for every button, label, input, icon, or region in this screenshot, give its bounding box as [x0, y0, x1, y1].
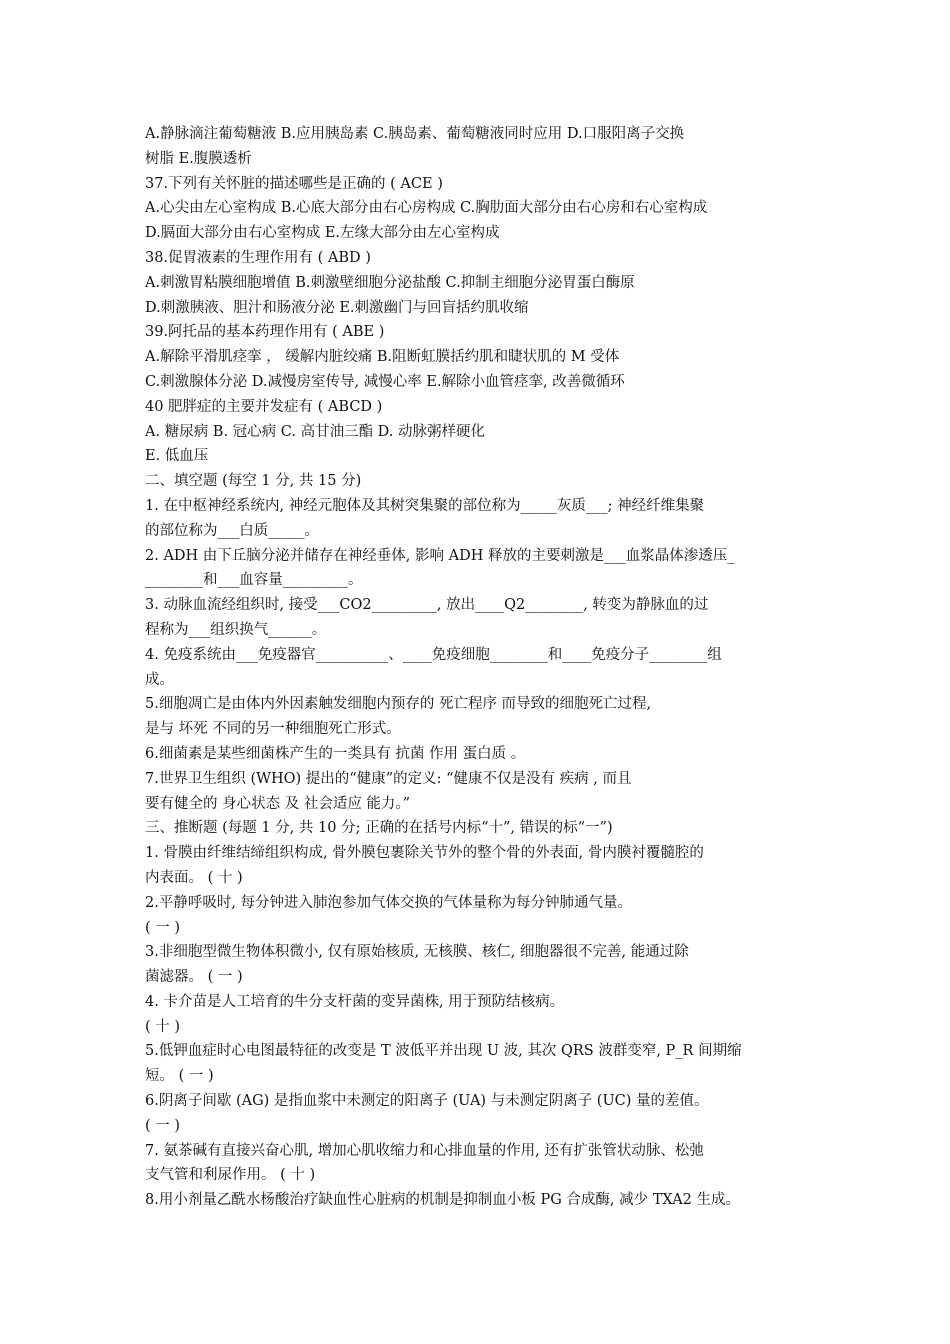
- question-38: 38.促胃液素的生理作用有 ( ABD ): [145, 249, 371, 266]
- text-line: ( 一 ): [145, 1117, 181, 1134]
- text-line: 4. 免疫系统由___免疫器官__________、____免疫细胞________和____免疫分子________组: [145, 646, 722, 663]
- exam-text: [145, 122, 825, 1213]
- text-line: 5.低钾血症时心电图最特征的改变是 T 波低平并出现 U 波, 其次 QRS 波群变窄, P_R 间期缩: [145, 1043, 742, 1060]
- text-line: 6.阴离子间歇 (AG) 是指血浆中未测定的阳离子 (UA) 与未测定阴离子 (UC) 量的差值。: [145, 1093, 709, 1110]
- text-line: ________和___血容量_________。: [145, 572, 363, 589]
- text-line: 支气管和利尿作用。 ( 十 ): [145, 1167, 316, 1184]
- text-line: A.静脉滴注葡萄糖液 B.应用胰岛素 C.胰岛素、葡萄糖液同时应用 D.口服阳离子交换: [145, 126, 685, 142]
- text-line: D.膈面大部分由右心室构成 E.左缘大部分由左心室构成: [145, 225, 500, 242]
- text-line: A.心尖由左心室构成 B.心底大部分由右心房构成 C.胸肋面大部分由右心房和右心室构成: [145, 200, 708, 217]
- text-line: A.刺激胃粘膜细胞增值 B.刺激壁细胞分泌盐酸 C.抑制主细胞分泌胃蛋白酶原: [145, 274, 635, 291]
- text-line: 5.细胞凋亡是由体内外因素触发细胞内预存的 死亡程序 而导致的细胞死亡过程,: [145, 696, 652, 713]
- text-line: 要有健全的 身心状态 及 社会适应 能力。”: [145, 795, 411, 812]
- text-line: C.刺激腺体分泌 D.减慢房室传导, 减慢心率 E.解除小血管痉挛, 改善微循环: [145, 373, 625, 390]
- text-line: 是与 坏死 不同的另一种细胞死亡形式。: [145, 721, 401, 738]
- text-line: 8.用小剂量乙酰水杨酸治疗缺血性心脏病的机制是抑制血小板 PG 合成酶, 减少 TXA2 生成。: [145, 1192, 740, 1209]
- question-39: 39.阿托品的基本药理作用有 ( ABE ): [145, 324, 385, 341]
- text-line: 7. 氨茶碱有直接兴奋心肌, 增加心肌收缩力和心排血量的作用, 还有扩张管状动脉、松弛: [145, 1142, 704, 1159]
- text-line: 短。 ( 一 ): [145, 1068, 214, 1085]
- text-line: 1. 骨膜由纤维结缔组织构成, 骨外膜包裹除关节外的整个骨的外表面, 骨内膜衬覆髓腔的: [145, 845, 704, 862]
- text-line: 的部位称为___白质_____。: [145, 522, 319, 539]
- text-line: 2.平静呼吸时, 每分钟进入肺泡参加气体交换的气体量称为每分钟肺通气量。: [145, 894, 633, 911]
- text-line: 6.细菌素是某些细菌株产生的一类具有 抗菌 作用 蛋白质 。: [145, 745, 526, 762]
- text-line: A.解除平滑肌痉挛 ， 缓解内脏绞痛 B.阻断虹膜括约肌和睫状肌的 M 受体: [145, 349, 620, 366]
- text-line: 内表面。 ( 十 ): [145, 869, 243, 886]
- text-line: 菌滤器。 ( 一 ): [145, 969, 243, 986]
- question-37: 37.下列有关怀脏的描述哪些是正确的 ( ACE ): [145, 175, 443, 192]
- text-line: 3.非细胞型微生物体积微小, 仅有原始核质, 无核膜、核仁, 细胞器很不完善, 能通过除: [145, 944, 689, 961]
- text-line: 程称为___组织换气______。: [145, 621, 327, 638]
- text-line: 2. ADH 由下丘脑分泌并储存在神经垂体, 影响 ADH 释放的主要刺激是___血浆晶体渗透压_: [145, 547, 735, 564]
- section-heading-fill-in: 二、填空题 (每空 1 分, 共 15 分): [145, 473, 362, 490]
- text-line: D.刺激胰液、胆汁和肠液分泌 E.刺激幽门与回盲括约肌收缩: [145, 299, 529, 316]
- section-heading-judgement: 三、推断题 (每题 1 分, 共 10 分; 正确的在括号内标“十”, 错误的标“一”): [145, 820, 613, 837]
- text-line: ( 十 ): [145, 1018, 181, 1035]
- text-line: 4. 卡介苗是人工培育的牛分支杆菌的变异菌株, 用于预防结核病。: [145, 993, 565, 1010]
- text-line: 1. 在中枢神经系统内, 神经元胞体及其树突集聚的部位称为_____灰质___; 神经纤维集聚: [145, 497, 705, 514]
- text-line: A. 糖尿病 B. 冠心病 C. 高甘油三酯 D. 动脉粥样硬化: [145, 423, 486, 440]
- text-line: 3. 动脉血流经组织时, 接受___CO2_________, 放出____Q2________, 转变为静脉血的过: [145, 597, 709, 614]
- text-line: E. 低血压: [145, 448, 209, 465]
- text-line: 树脂 E.腹膜透析: [145, 150, 252, 167]
- question-40: 40 肥胖症的主要并发症有 ( ABCD ): [145, 398, 383, 415]
- text-line: ( 一 ): [145, 919, 181, 936]
- text-line: 7.世界卫生组织 (WHO) 提出的“健康”的定义: “健康不仅是没有 疾病 , 而且: [145, 770, 632, 787]
- text-line: 成。: [145, 671, 174, 688]
